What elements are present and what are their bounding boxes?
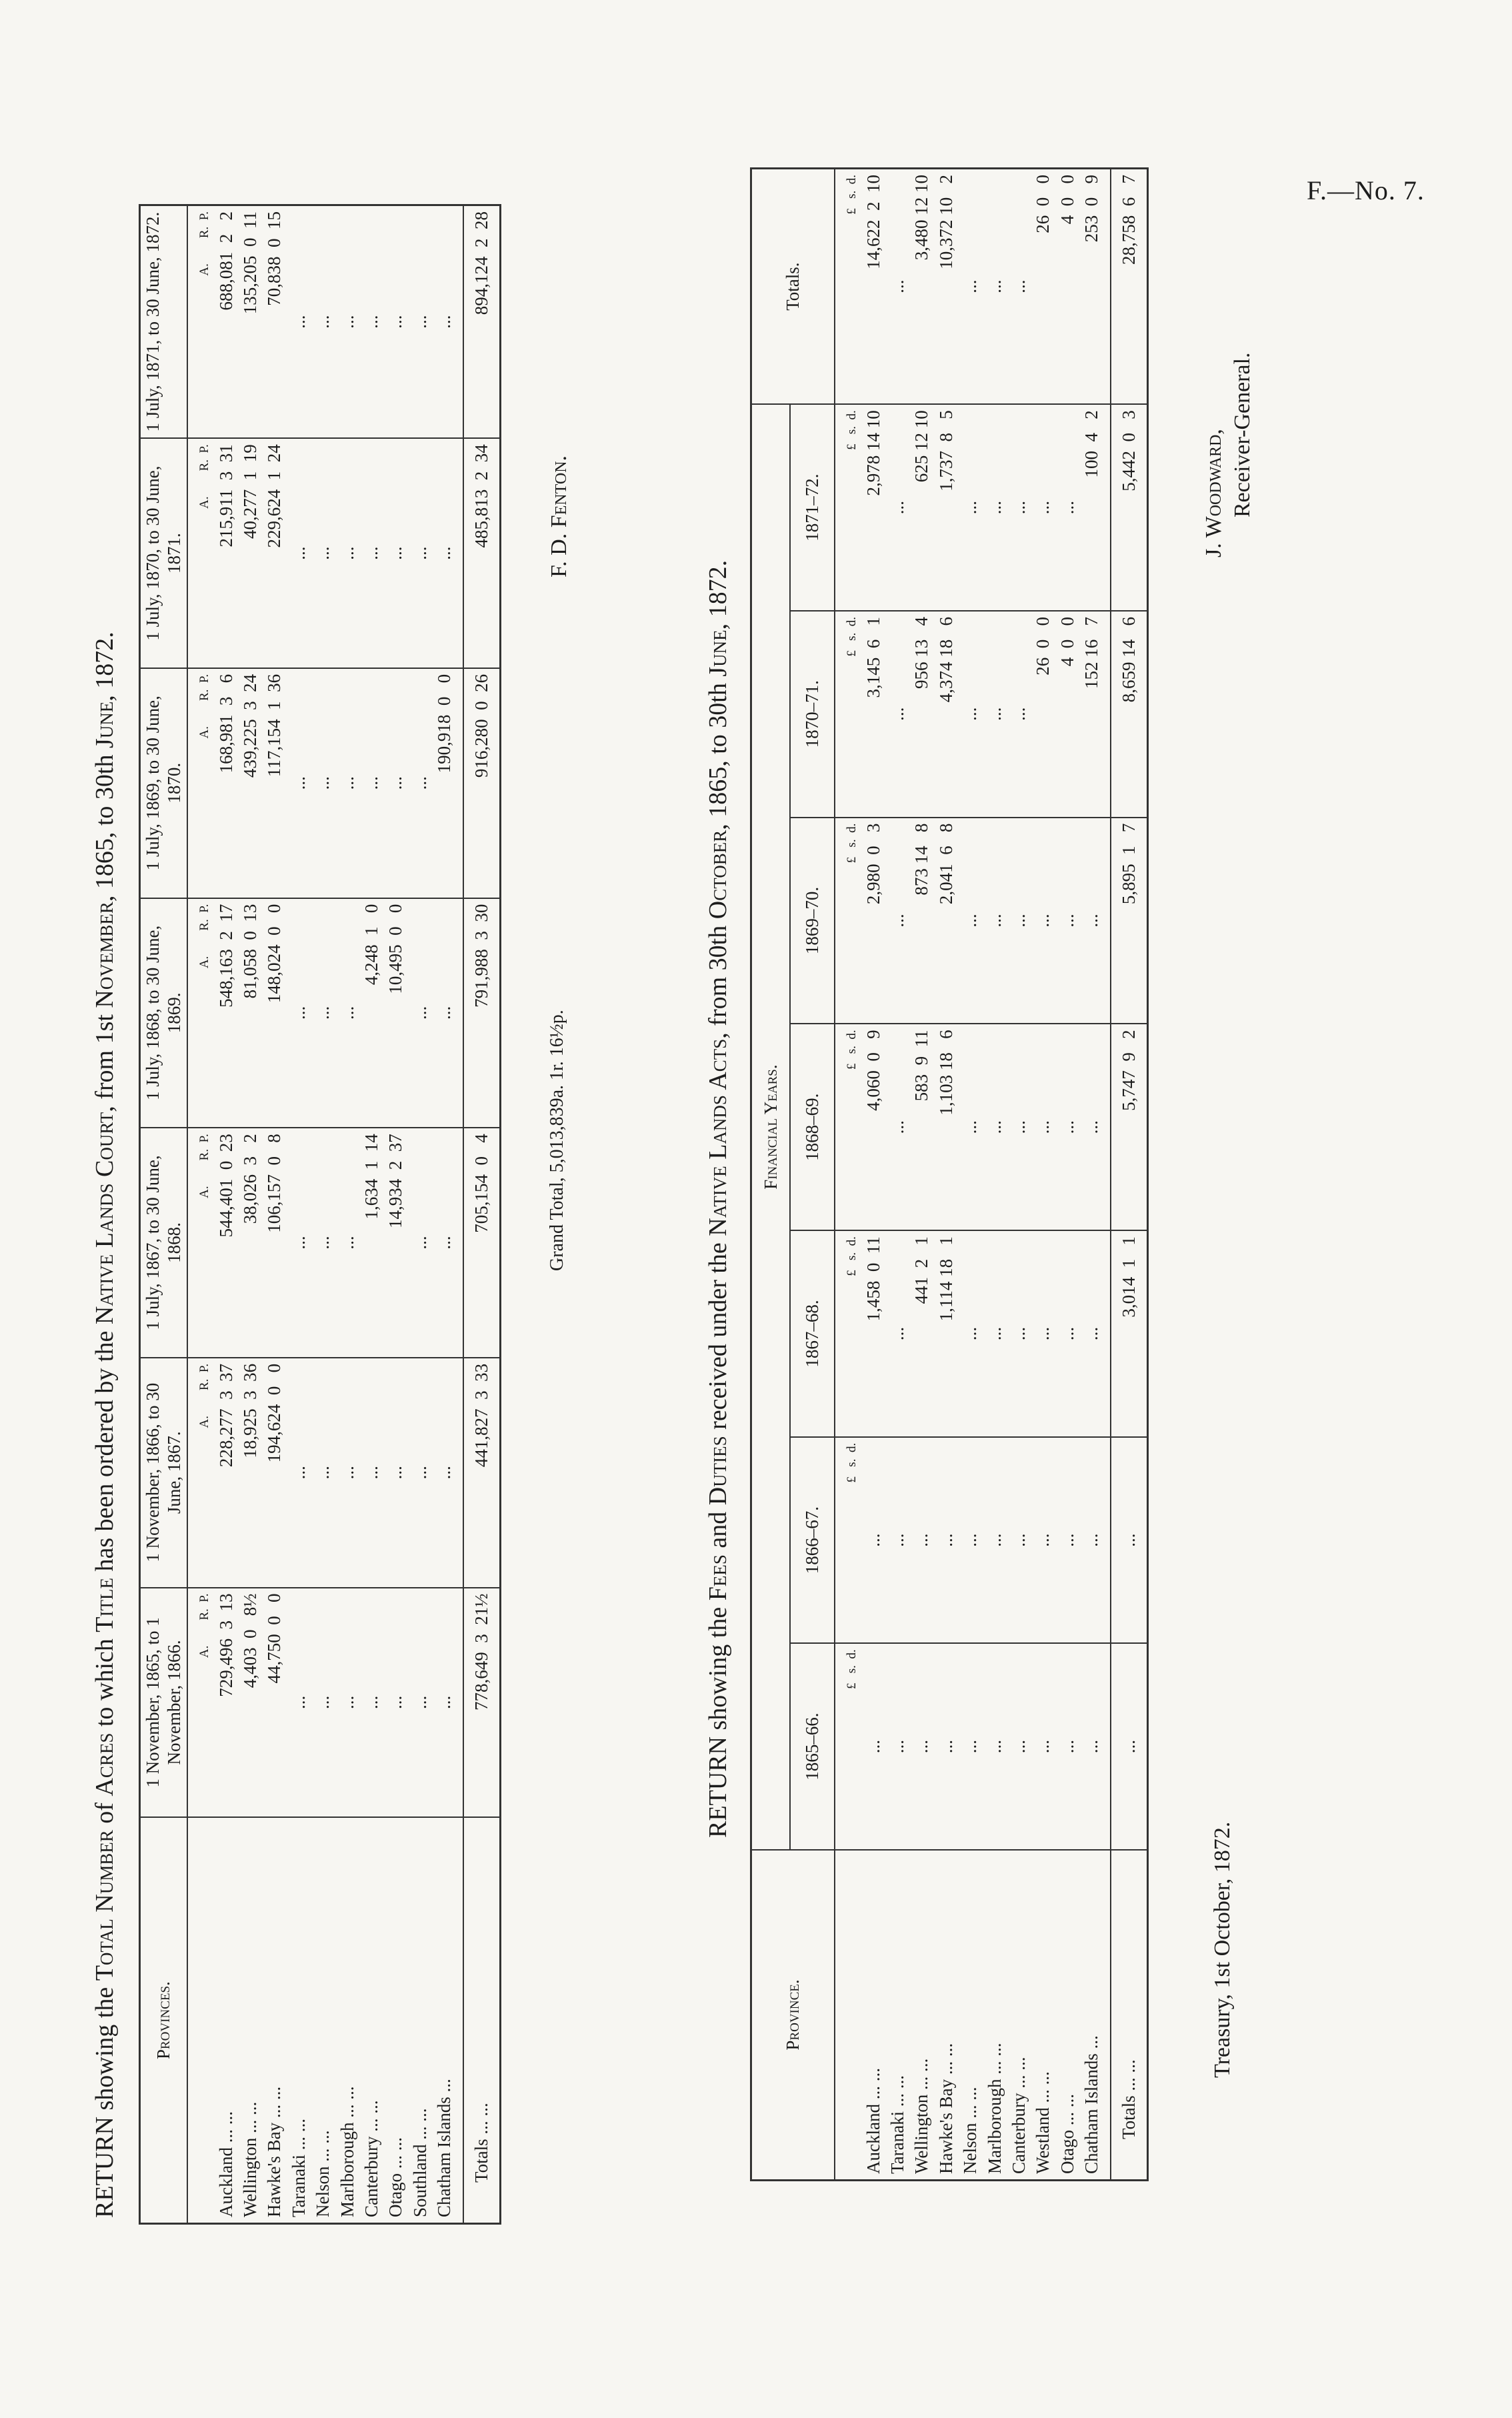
table-cell: ... [287, 1588, 311, 1818]
table-cell: ... [335, 1128, 359, 1358]
table-cell: ... [909, 1643, 933, 1850]
province-name: Chatham Islands ... [432, 1817, 463, 2223]
table-cell: 439,225 3 24 [238, 668, 262, 898]
fees-header-row-1 [751, 169, 791, 2181]
table-cell: 44,750 0 0 [262, 1588, 286, 1818]
total-cell: 485,813 2 34 [463, 438, 500, 668]
table-cell: 14,934 2 37 [383, 1128, 407, 1358]
table-cell: ... [408, 438, 432, 668]
table-cell: 2,041 6 8 [934, 818, 958, 1024]
year-header: 1868–69. [790, 1024, 834, 1230]
fees-row [934, 169, 958, 2181]
province-name: Wellington ... ... [238, 1817, 262, 2223]
acres-row [262, 205, 286, 2224]
fees-row [861, 169, 885, 2181]
table-cell: ... [408, 668, 432, 898]
total-cell: 916,280 0 26 [463, 668, 500, 898]
year-header: 1869–70. [790, 818, 834, 1024]
table-cell: 81,058 0 13 [238, 898, 262, 1128]
table-cell: ... [958, 1643, 982, 1850]
period-header: 1 July, 1867, to 30 June, 1868. [140, 1128, 187, 1358]
table-cell: 4,374 18 6 [934, 611, 958, 818]
table-cell: ... [311, 205, 335, 439]
total-cell: 8,659 14 6 [1111, 611, 1147, 818]
total-cell: 3,014 1 1 [1111, 1230, 1147, 1437]
table-cell: ... [287, 438, 311, 668]
table-cell: 583 9 11 [909, 1024, 933, 1230]
province-name: Nelson ... ... [958, 1850, 982, 2181]
table-cell: ... [1055, 1024, 1079, 1230]
total-cell: 441,827 3 33 [463, 1358, 500, 1588]
table-cell: 2,978 14 10 [861, 404, 885, 611]
provinces-header: Provinces. [140, 1817, 187, 2223]
acres-row [359, 205, 383, 2224]
table-cell: ... [1031, 404, 1055, 611]
table-cell: ... [432, 898, 463, 1128]
period-header: 1 November, 1865, to 1 November, 1866. [140, 1588, 187, 1818]
table-cell: ... [958, 169, 982, 405]
table-cell: 253 0 9 [1079, 169, 1111, 405]
table-cell: ... [335, 205, 359, 439]
table-cell: ... [1007, 611, 1031, 818]
unit-header: £ s. d. [835, 404, 861, 611]
unit-header: £ s. d. [835, 1230, 861, 1437]
table-cell: 956 13 4 [909, 611, 933, 818]
table-cell: ... [1007, 1643, 1031, 1850]
table-cell: 4 0 0 [1055, 611, 1079, 818]
province-name: Taranaki ... ... [287, 1817, 311, 2223]
table-cell: ... [432, 205, 463, 439]
table-cell: ... [359, 1358, 383, 1588]
table-cell: ... [311, 898, 335, 1128]
table-cell: ... [383, 1358, 407, 1588]
unit-header: A. R. P. [187, 1128, 214, 1358]
province-name: Marlborough ... ... [983, 1850, 1007, 2181]
province-name: Westland ... ... [1031, 1850, 1055, 2181]
table-cell: ... [983, 404, 1007, 611]
province-name: Southland ... ... [408, 1817, 432, 2223]
year-header: 1871–72. [790, 404, 834, 611]
total-cell: 894,124 2 28 [463, 205, 500, 439]
period-header: 1 November, 1866, to 30 June, 1867. [140, 1358, 187, 1588]
table-cell: ... [311, 438, 335, 668]
table-cell: ... [311, 668, 335, 898]
province-name: Otago ... ... [1055, 1850, 1079, 2181]
total-cell: 5,747 9 2 [1111, 1024, 1147, 1230]
table-cell: 4 0 0 [1055, 169, 1079, 405]
table-cell: ... [983, 1230, 1007, 1437]
table-cell: ... [432, 1128, 463, 1358]
table-cell: ... [885, 818, 909, 1024]
return1-title: RETURN showing the Total Number of Acres to which Title has been ordered by the Native Lands Court, from 1st November, 1865, to 30th June, 1872. [91, 632, 119, 2218]
table-cell: ... [1007, 169, 1031, 405]
acres-table [139, 204, 501, 2225]
table-cell: ... [983, 611, 1007, 818]
acres-row [408, 205, 432, 2224]
table-cell: 441 2 1 [909, 1230, 933, 1437]
table-cell: 1,114 18 1 [934, 1230, 958, 1437]
unit-header: £ s. d. [835, 818, 861, 1024]
table-cell: ... [335, 668, 359, 898]
table-cell: 4,248 1 0 [359, 898, 383, 1128]
treasury-date: Treasury, 1st October, 1872. [1210, 1821, 1235, 2078]
fees-row [983, 169, 1007, 2181]
totals-row [463, 205, 500, 2224]
total-cell: 5,442 0 3 [1111, 404, 1147, 611]
unit-header-blank [835, 1850, 861, 2181]
table-cell: ... [383, 438, 407, 668]
table-cell: 1,103 18 6 [934, 1024, 958, 1230]
fees-row [1055, 169, 1079, 2181]
table-cell: ... [335, 438, 359, 668]
acres-row [238, 205, 262, 2224]
table-cell: ... [1079, 1437, 1111, 1644]
period-header: 1 July, 1870, to 30 June, 1871. [140, 438, 187, 668]
province-name: Otago ... ... [383, 1817, 407, 2223]
acres-row [311, 205, 335, 2224]
table-cell: ... [885, 1643, 909, 1850]
acres-row [214, 205, 238, 2224]
total-cell: ... [1111, 1437, 1147, 1644]
table-cell: ... [432, 1358, 463, 1588]
table-cell: ... [958, 1230, 982, 1437]
totals-row [1111, 169, 1147, 2181]
table-cell: 106,157 0 8 [262, 1128, 286, 1358]
fees-row [909, 169, 933, 2181]
table-cell: 873 14 8 [909, 818, 933, 1024]
table-cell: ... [311, 1128, 335, 1358]
table-cell: ... [1007, 818, 1031, 1024]
table-cell: 26 0 0 [1031, 169, 1055, 405]
table-cell: 148,024 0 0 [262, 898, 286, 1128]
unit-header: A. R. P. [187, 1588, 214, 1818]
acres-row [432, 205, 463, 2224]
table-cell: ... [1079, 1643, 1111, 1850]
unit-header: £ s. d. [835, 169, 861, 405]
table-cell: ... [958, 818, 982, 1024]
table-cell: 10,495 0 0 [383, 898, 407, 1128]
total-cell: 5,895 1 7 [1111, 818, 1147, 1024]
table-cell: ... [885, 169, 909, 405]
province-name: Marlborough ... ... [335, 1817, 359, 2223]
woodward-signature [1200, 352, 1257, 557]
table-cell: 3,145 6 1 [861, 611, 885, 818]
total-cell: 705,154 0 4 [463, 1128, 500, 1358]
table-cell: 70,838 0 15 [262, 205, 286, 439]
year-header: 1866–67. [790, 1437, 834, 1644]
totals-label: Totals ... ... [463, 1817, 500, 2223]
totals-header: Totals. [751, 169, 835, 405]
table-cell: 14,622 2 10 [861, 169, 885, 405]
table-cell: 135,205 0 11 [238, 205, 262, 439]
table-cell: ... [408, 898, 432, 1128]
table-cell: 168,981 3 6 [214, 668, 238, 898]
table-cell: ... [1007, 404, 1031, 611]
table-cell: 544,401 0 23 [214, 1128, 238, 1358]
table-cell: ... [1055, 404, 1079, 611]
table-cell: 229,624 1 24 [262, 438, 286, 668]
table-cell: ... [1055, 1643, 1079, 1850]
period-header: 1 July, 1869, to 30 June, 1870. [140, 668, 187, 898]
table-cell: ... [983, 1643, 1007, 1850]
table-cell: ... [909, 1437, 933, 1644]
table-cell: ... [958, 404, 982, 611]
table-cell: 4,060 0 9 [861, 1024, 885, 1230]
table-cell: ... [983, 1437, 1007, 1644]
table-cell: ... [432, 1588, 463, 1818]
province-name: Hawke's Bay ... ... [934, 1850, 958, 2181]
period-header: 1 July, 1871, to 30 June, 1872. [140, 205, 187, 439]
table-cell: 190,918 0 0 [432, 668, 463, 898]
table-cell: ... [1007, 1437, 1031, 1644]
fees-row [885, 169, 909, 2181]
table-cell: ... [1079, 1230, 1111, 1437]
table-cell: ... [287, 668, 311, 898]
fenton-signature: F. D. Fenton. [547, 455, 571, 577]
table-cell: ... [861, 1437, 885, 1644]
table-cell: 1,737 8 5 [934, 404, 958, 611]
table-cell: 2,980 0 3 [861, 818, 885, 1024]
table-cell: ... [287, 1358, 311, 1588]
table-cell: ... [335, 1358, 359, 1588]
acres-header-row [140, 205, 187, 2224]
unit-header: £ s. d. [835, 1024, 861, 1230]
unit-header-row [187, 205, 214, 2224]
total-cell: 791,988 3 30 [463, 898, 500, 1128]
table-cell: ... [408, 205, 432, 439]
financial-years-header: Financial Years. [751, 404, 791, 1850]
table-cell: ... [383, 205, 407, 439]
table-cell: ... [1007, 1230, 1031, 1437]
year-header: 1865–66. [790, 1643, 834, 1850]
table-cell: 10,372 10 2 [934, 169, 958, 405]
table-cell: ... [408, 1128, 432, 1358]
table-cell: ... [958, 1024, 982, 1230]
table-cell: ... [287, 898, 311, 1128]
unit-header: A. R. P. [187, 668, 214, 898]
table-cell: ... [383, 668, 407, 898]
table-cell: ... [1055, 818, 1079, 1024]
table-cell: 194,624 0 0 [262, 1358, 286, 1588]
table-cell: ... [287, 205, 311, 439]
table-cell: ... [934, 1643, 958, 1850]
unit-header: £ s. d. [835, 1643, 861, 1850]
table-cell: ... [359, 438, 383, 668]
table-cell: ... [983, 818, 1007, 1024]
page-reference: F.—No. 7. [1307, 175, 1425, 205]
table-cell: ... [408, 1588, 432, 1818]
table-cell: ... [958, 611, 982, 818]
table-cell: ... [885, 1024, 909, 1230]
table-cell: ... [335, 1588, 359, 1818]
fees-row [958, 169, 982, 2181]
table-cell: ... [359, 205, 383, 439]
unit-header: A. R. P. [187, 205, 214, 439]
signature-name: J. Woodward, [1201, 429, 1226, 557]
acres-row [335, 205, 359, 2224]
table-cell: ... [359, 1588, 383, 1818]
table-cell: ... [885, 1437, 909, 1644]
table-cell: 215,911 3 31 [214, 438, 238, 668]
fees-row [1031, 169, 1055, 2181]
totals-label: Totals ... ... [1111, 1850, 1147, 2181]
unit-header-row [835, 169, 861, 2181]
table-cell: 4,403 0 8½ [238, 1588, 262, 1818]
grand-total: Grand Total, 5,013,839a. 1r. 16½p. [547, 1010, 567, 1271]
table-cell: ... [1031, 1024, 1055, 1230]
table-cell: ... [383, 1588, 407, 1818]
table-cell: ... [861, 1643, 885, 1850]
table-cell: 152 16 7 [1079, 611, 1111, 818]
table-cell: ... [958, 1437, 982, 1644]
table-cell: ... [983, 1024, 1007, 1230]
table-cell: 688,081 2 2 [214, 205, 238, 439]
table-cell: ... [934, 1437, 958, 1644]
table-cell: ... [359, 668, 383, 898]
province-name: Hawke's Bay ... ... [262, 1817, 286, 2223]
table-cell: 100 4 2 [1079, 404, 1111, 611]
table-cell: 38,026 3 2 [238, 1128, 262, 1358]
signature-title: Receiver-General. [1229, 352, 1255, 517]
table-cell: 228,277 3 37 [214, 1358, 238, 1588]
table-cell: 1,458 0 11 [861, 1230, 885, 1437]
unit-header: A. R. P. [187, 1358, 214, 1588]
return2-title: RETURN showing the Fees and Duties received under the Native Lands Acts, from 30th October, 1865, to 30th June, 1872. [704, 559, 732, 1838]
table-cell: ... [1007, 1024, 1031, 1230]
province-name: Canterbury ... ... [1007, 1850, 1031, 2181]
table-cell: 117,154 1 36 [262, 668, 286, 898]
table-cell: ... [335, 898, 359, 1128]
unit-header-blank [187, 1817, 214, 2223]
province-header: Province. [751, 1850, 835, 2181]
province-name: Chatham Islands ... [1079, 1850, 1111, 2181]
table-cell: 625 12 10 [909, 404, 933, 611]
total-cell: 778,649 3 21½ [463, 1588, 500, 1818]
province-name: Wellington ... ... [909, 1850, 933, 2181]
total-cell: 28,758 6 7 [1111, 169, 1147, 405]
table-cell: ... [311, 1588, 335, 1818]
acres-row [287, 205, 311, 2224]
table-cell: ... [983, 169, 1007, 405]
year-header: 1867–68. [790, 1230, 834, 1437]
acres-row [383, 205, 407, 2224]
table-cell: ... [885, 1230, 909, 1437]
table-cell: ... [1031, 1230, 1055, 1437]
table-cell: 729,496 3 13 [214, 1588, 238, 1818]
unit-header: £ s. d. [835, 611, 861, 818]
province-name: Canterbury ... ... [359, 1817, 383, 2223]
table-cell: ... [408, 1358, 432, 1588]
total-cell: ... [1111, 1643, 1147, 1850]
table-cell: ... [1055, 1437, 1079, 1644]
table-cell: ... [1031, 1643, 1055, 1850]
table-cell: ... [1079, 1024, 1111, 1230]
table-cell: 3,480 12 10 [909, 169, 933, 405]
table-cell: ... [432, 438, 463, 668]
fees-table [750, 167, 1149, 2181]
table-cell: ... [1031, 818, 1055, 1024]
table-cell: 40,277 1 19 [238, 438, 262, 668]
unit-header: £ s. d. [835, 1437, 861, 1644]
table-cell: 18,925 3 36 [238, 1358, 262, 1588]
unit-header: A. R. P. [187, 438, 214, 668]
table-cell: 548,163 2 17 [214, 898, 238, 1128]
table-cell: ... [311, 1358, 335, 1588]
table-cell: 1,634 1 14 [359, 1128, 383, 1358]
fees-row [1007, 169, 1031, 2181]
unit-header: A. R. P. [187, 898, 214, 1128]
province-name: Taranaki ... ... [885, 1850, 909, 2181]
table-cell: ... [1055, 1230, 1079, 1437]
table-cell: ... [1079, 818, 1111, 1024]
province-name: Auckland ... ... [214, 1817, 238, 2223]
table-cell: ... [885, 404, 909, 611]
table-cell: ... [885, 611, 909, 818]
table-cell: ... [287, 1128, 311, 1358]
table-cell: ... [1031, 1437, 1055, 1644]
year-header: 1870–71. [790, 611, 834, 818]
fees-row [1079, 169, 1111, 2181]
table-cell: 26 0 0 [1031, 611, 1055, 818]
province-name: Nelson ... ... [311, 1817, 335, 2223]
province-name: Auckland ... ... [861, 1850, 885, 2181]
period-header: 1 July, 1868, to 30 June, 1869. [140, 898, 187, 1128]
